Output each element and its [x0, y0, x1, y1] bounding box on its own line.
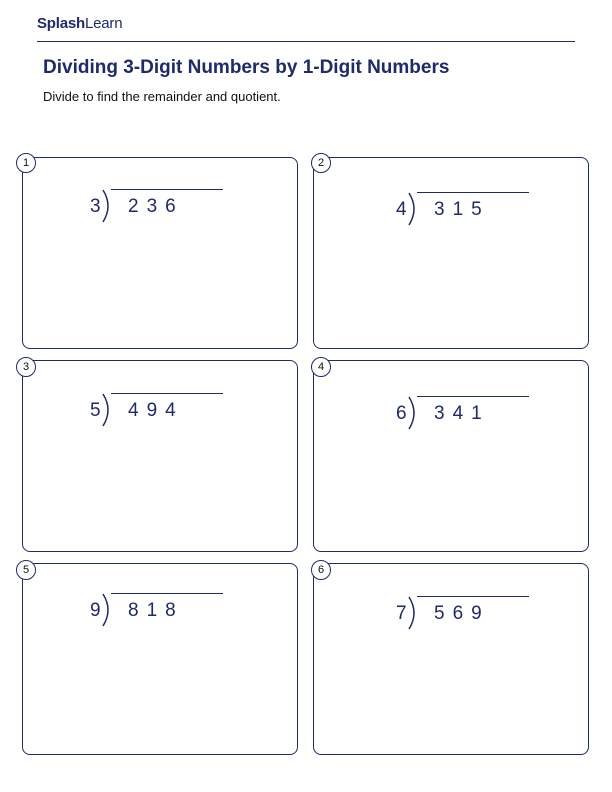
problem-number-badge: 3: [16, 357, 36, 377]
header-divider: [37, 41, 575, 42]
division-bar: [111, 593, 223, 594]
dividend: 236: [128, 196, 184, 217]
dividend: 494: [128, 400, 184, 421]
divisor: 3: [90, 196, 101, 217]
page-title: Dividing 3-Digit Numbers by 1-Digit Numbers: [43, 57, 450, 78]
division-bracket-icon: [101, 392, 113, 428]
division-bracket-icon: [101, 188, 113, 224]
instructions: Divide to find the remainder and quotient.: [43, 89, 281, 104]
brand-logo: [37, 15, 122, 32]
division-bracket-icon: [407, 395, 419, 431]
problem-card-3[interactable]: [22, 360, 298, 552]
dividend: 315: [434, 199, 490, 220]
problem-card-5[interactable]: [22, 563, 298, 755]
brand-light: Learn: [84, 15, 123, 32]
division-bar: [417, 596, 529, 597]
division-bar: [111, 393, 223, 394]
division-bracket-icon: [407, 595, 419, 631]
problem-number-badge: 1: [16, 153, 36, 173]
problem-card-1[interactable]: [22, 157, 298, 349]
problem-number-badge: 5: [16, 560, 36, 580]
division-bar: [111, 189, 223, 190]
division-bracket-icon: [101, 592, 113, 628]
dividend: 818: [128, 600, 184, 621]
division-bar: [417, 192, 529, 193]
dividend: 341: [434, 403, 490, 424]
problem-number-badge: 4: [311, 357, 331, 377]
dividend: 569: [434, 603, 490, 624]
divisor: 4: [396, 199, 407, 220]
divisor: 9: [90, 600, 101, 621]
brand-bold: Splash: [37, 15, 85, 32]
problem-number-badge: 2: [311, 153, 331, 173]
problem-card-4[interactable]: [313, 360, 589, 552]
divisor: 7: [396, 603, 407, 624]
problem-card-2[interactable]: [313, 157, 589, 349]
problem-number-badge: 6: [311, 560, 331, 580]
division-bracket-icon: [407, 191, 419, 227]
divisor: 5: [90, 400, 101, 421]
divisor: 6: [396, 403, 407, 424]
division-bar: [417, 396, 529, 397]
problem-card-6[interactable]: [313, 563, 589, 755]
